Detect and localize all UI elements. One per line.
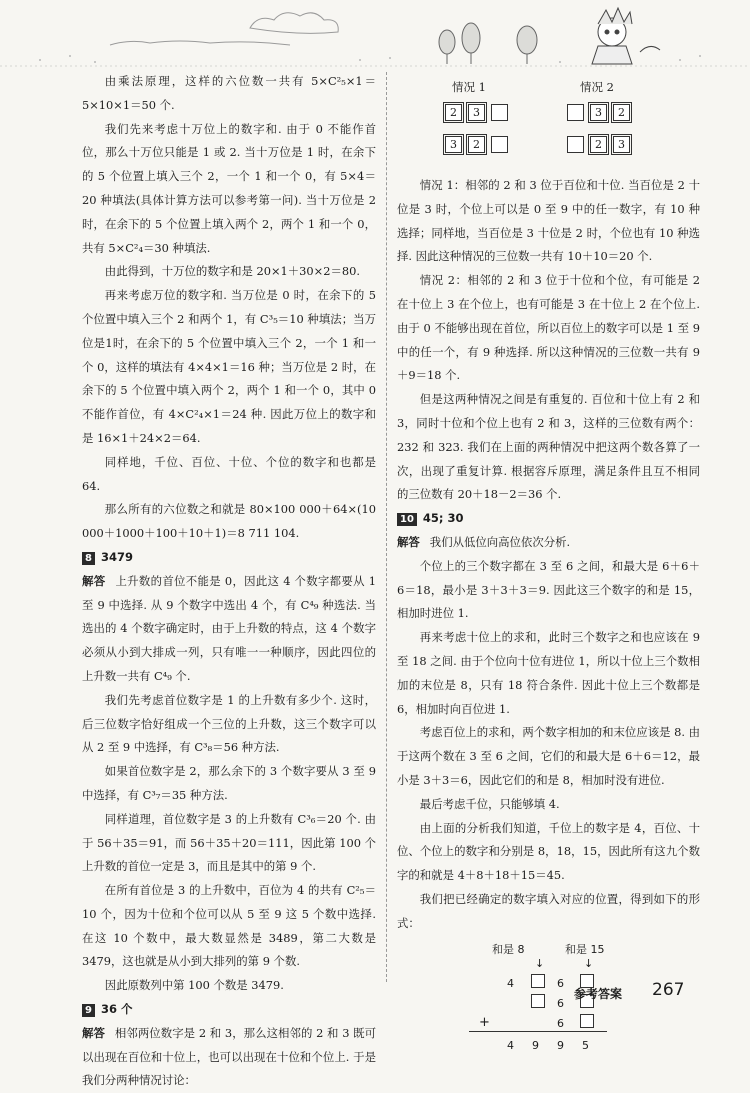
empty-digit-box bbox=[531, 974, 545, 988]
answer-value: 3479 bbox=[100, 549, 133, 564]
paragraph: 同样地，千位、百位、十位、个位的数字和也都是 64. bbox=[82, 454, 376, 493]
header-decoration bbox=[0, 0, 750, 70]
digit-box: 2 bbox=[613, 104, 630, 121]
case-diagram bbox=[397, 70, 700, 174]
paragraph: 由此得到，十万位的数字和是 20×1＋30×2＝80. bbox=[104, 264, 360, 279]
paragraph: 情况 2：相邻的 2 和 3 位于十位和个位，有可能是 2 在十位上 3 在个位上，也有可能是 3 在十位上 2 在个位上. 由于 0 不能够出现在首位，所以百位上的数字可以是 1 至 9 中的任一个，有 9 种选择. 所以这种情况的三位数一共有 9＋9＝18 个. bbox=[397, 273, 700, 383]
paragraph: 最后考虑千位，只能够填 4. bbox=[419, 796, 560, 811]
paragraph: 由上面的分析我们知道，千位上的数字是 4，百位、十位、个位上的数字和分别是 8，18，15，因此所有这九个数字的和就是 4＋8＋18＋15＝45. bbox=[397, 820, 700, 883]
right-column bbox=[397, 70, 700, 1050]
calc-digit: 6 bbox=[557, 996, 564, 1010]
case-2-title: 情况 2 bbox=[580, 80, 614, 94]
result-digit: 4 bbox=[507, 1038, 514, 1052]
left-column bbox=[82, 70, 376, 1093]
calc-label-ones: 和是 15 bbox=[565, 942, 605, 956]
paragraph: 我们先来考虑十万位上的数字和. 由于 0 不能作首位，那么十万位只能是 1 或 2. 当十万位是 1 时，在余下的 5 个位置上填入三个 2，一个 1 和一个 0，有 5×4＝20 种填法(具体计算方法可以参考第一问). 当十万位是 2 时，在余下的 5 个位置上填入两个 2，两个 1 和一个 0，共有 5×C²₄＝30 种填法. bbox=[82, 121, 376, 255]
section-9-heading bbox=[82, 998, 376, 1022]
digit-box: 3 bbox=[468, 104, 485, 121]
digit-box: 3 bbox=[445, 136, 462, 153]
empty-digit-box bbox=[531, 994, 545, 1008]
paragraph: 由乘法原理，这样的六位数一共有 5×C²₅×1＝5×10×1＝50 个. bbox=[82, 74, 376, 112]
paragraph: 情况 1：相邻的 2 和 3 位于百位和十位. 当百位是 2 十位是 3 时，个位上可以是 0 至 9 中的任一数字，有 10 种选择；同样地，当百位是 3 十位是 2 时，个位也有 10 种选择. 因此这种情况的三位数一共有 10＋10＝20 个. bbox=[397, 178, 700, 264]
paragraph: 解答 上升数的首位不能是 0，因此这 4 个数字都要从 1 至 9 中选择. 从 9 个数字中选出 4 个，有 C⁴₉ 种选法. 当选出的 4 个数字确定时，由于上升数的特点，这 4 个数字必须从小到大排成一列，只有唯一一种顺序，因此四位的上升数一共有 C⁴₉ 个. bbox=[82, 573, 376, 683]
calc-digit: 4 bbox=[507, 976, 514, 990]
solution-label: 解答 bbox=[397, 534, 420, 549]
paragraph: 在所有首位是 3 的上升数中，百位为 4 的共有 C²₅＝10 个，因为十位和个位可以从 5 至 9 这 5 个数中选择. 在这 10 个数中，最大数显然是 3489，第二大数是 3479，这也就是从小到大排列的第 9 个数. bbox=[82, 883, 376, 969]
paragraph: 但是这两种情况之间是有重复的. 百位和十位上有 2 和 3，同时十位和个位上也有 2 和 3，这样的三位数有两个：232 和 323. 我们在上面的两种情况中把这两个数各算了一次，出现了重复计算. 根据容斥原理，满足条件且互不相同的三位数有 20＋18－2＝36 个. bbox=[397, 392, 700, 502]
empty-digit-box bbox=[580, 1014, 594, 1028]
calc-label-tens: 和是 8 bbox=[492, 942, 525, 956]
footer-label: 参考答案 bbox=[574, 987, 623, 1001]
paragraph: 因此原数列中第 100 个数是 3479. bbox=[104, 978, 284, 993]
empty-digit-box bbox=[491, 104, 508, 121]
paragraph: 考虑百位上的求和，两个数字相加的和末位应该是 8. 由于这两个数在 3 至 6 之间，它们的和最大是 6＋6＝12，最小是 3＋3＝6，因此它们的和是 8，相加时没有进位. bbox=[397, 725, 700, 787]
section-10-heading bbox=[397, 507, 700, 531]
result-digit: 9 bbox=[557, 1038, 564, 1052]
result-digit: 5 bbox=[582, 1038, 589, 1052]
answer-value: 36 个 bbox=[100, 1002, 133, 1017]
paragraph: 同样道理，首位数字是 3 的上升数有 C³₆＝20 个. 由于 56＋35＝91，而 56＋35＋20＝111，因此第 100 个上升数的首位一定是 3，而且是其中的第 9 个. bbox=[82, 811, 376, 874]
problem-number-badge: 8 bbox=[82, 552, 95, 565]
case-1-title: 情况 1 bbox=[452, 80, 486, 94]
paragraph: 那么所有的六位数之和就是 80×100 000＋64×(10 000＋1000＋100＋10＋1)＝8 711 104. bbox=[82, 502, 376, 541]
digit-box: 2 bbox=[468, 136, 485, 153]
paragraph: 解答 相邻两位数字是 2 和 3，那么这相邻的 2 和 3 既可以出现在百位和十位上，也可以出现在十位和个位上. 于是我们分两种情况讨论： bbox=[82, 1025, 376, 1088]
empty-digit-box bbox=[491, 136, 508, 153]
sum-line bbox=[469, 1031, 607, 1032]
paragraph: 我们先考虑首位数字是 1 的上升数有多少个. 这时，后三位数字恰好组成一个三位的上升数，这三个数字可以从 2 至 9 中选择，有 C³₈＝56 种方法. bbox=[82, 692, 376, 755]
digit-box: 3 bbox=[590, 104, 607, 121]
paragraph: 个位上的三个数字都在 3 至 6 之间，和最大是 6＋6＋6＝18，最小是 3＋3＋3＝9. 因此这三个数字的和是 15，相加时进位 1. bbox=[397, 558, 700, 621]
section-8-heading bbox=[82, 546, 376, 570]
answer-value: 45; 30 bbox=[422, 511, 464, 526]
paragraph: 再来考虑万位的数字和. 当万位是 0 时，在余下的 5 个位置中填入三个 2 和两个 1，有 C³₅＝10 种填法；当万位是1时，在余下的 5 个位置中填入三个 2，一个 1 和一个 0，这样的填法有 4×4×1＝16 种；当万位是 2 时，在余下的 5 个位置中填入两个 2，两个 1 和一个 0，其中 0 不能作首位，有 4×C²₄×1＝24 种. 因此万位上的数字和是 16×1＋24×2＝64. bbox=[82, 288, 376, 445]
arrow-down-icon: ↓ bbox=[535, 956, 545, 970]
solution-label: 解答 bbox=[82, 573, 106, 588]
problem-number-badge: 10 bbox=[397, 513, 417, 526]
empty-digit-box bbox=[567, 104, 584, 121]
problem-number-badge: 9 bbox=[82, 1004, 95, 1017]
plus-sign: + bbox=[479, 1014, 490, 1030]
digit-box: 3 bbox=[613, 136, 630, 153]
solution-label: 解答 bbox=[82, 1025, 105, 1040]
paragraph: 解答 我们从低位向高位依次分析. bbox=[397, 534, 571, 549]
paragraph: 再来考虑十位上的求和，此时三个数字之和也应该在 9 至 18 之间. 由于个位向十位有进位 1，所以十位上三个数相加的末位是 8，只有 18 符合条件. 因此十位上三个数都是 6，相加时向百位进 1. bbox=[397, 630, 700, 716]
calc-digit: 6 bbox=[557, 976, 564, 990]
arrow-down-icon: ↓ bbox=[584, 956, 594, 970]
calc-digit: 6 bbox=[557, 1016, 564, 1030]
result-digit: 9 bbox=[532, 1038, 539, 1052]
empty-digit-box bbox=[567, 136, 584, 153]
paragraph: 如果首位数字是 2，那么余下的 3 个数字要从 3 至 9 中选择，有 C³₇＝35 种方法. bbox=[82, 764, 376, 802]
column-divider bbox=[386, 72, 387, 982]
digit-box: 2 bbox=[445, 104, 462, 121]
page-number: 267 bbox=[652, 980, 685, 1000]
paragraph: 我们把已经确定的数字填入对应的位置，得到如下的形式： bbox=[397, 891, 700, 930]
digit-box: 2 bbox=[590, 136, 607, 153]
